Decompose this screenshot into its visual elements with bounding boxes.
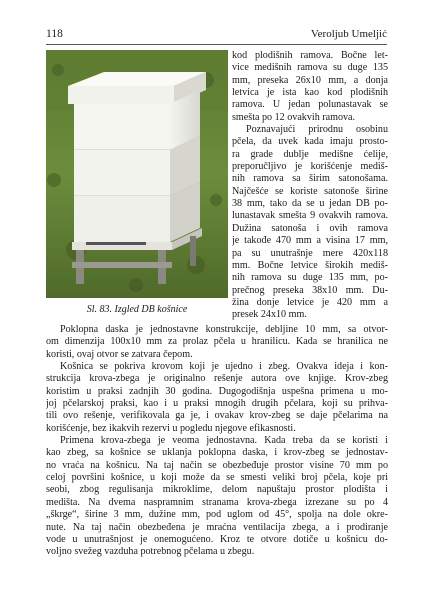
page-header: [46, 28, 387, 42]
text-line: ramova. U jedan polunastavak se: [232, 99, 388, 111]
text-line: no vraća na košnicu. Na taj način se obezbeđuje prostor visine 70 mm po: [46, 459, 388, 471]
text-line: preporučljivo je korišćenje mediš-: [232, 161, 388, 173]
text-line: Dužina satonoša i ovih ramova: [232, 222, 388, 234]
text-line: joj pčelarskoj praksi, kao i u praksi mnogih drugih pčelara, koji su prihva-: [46, 398, 388, 410]
text-line: korišćenje, bez ikakvih rezervi u pogledu njegove efikasnosti.: [46, 422, 296, 434]
text-line: lunastavak smešta 9 ovakvih ramova.: [232, 210, 388, 222]
beehive-photo: [46, 50, 228, 298]
text-line: presek 24x10 mm.: [232, 309, 307, 321]
text-line: pa su unutrašnje mere 420x118: [232, 247, 388, 259]
text-line: smešta po 12 ovakvih ramova.: [232, 111, 356, 123]
text-line: vice medišnih ramova su duge 135: [232, 62, 388, 74]
text-line: „škrge“, širine 3 mm, dužine mm, pod uglom od 45°, spolja na dole okre-: [46, 509, 388, 521]
body-text: [46, 324, 388, 559]
text-line: seobi, zbog regulisanja mikroklime, delom napuštaju prostor plodišta i: [46, 484, 388, 496]
figure-caption: Sl. 83. Izgled DB košnice: [86, 304, 188, 315]
text-line: vode u unutrašnjost je onemogućeno. Kroz te otvore dotiče u košnicu do-: [46, 533, 388, 545]
page-number: 118: [46, 28, 63, 40]
text-line: koristim u praksi zadnjih 30 godina. Dugogodišnja uspešna primena u mo-: [46, 385, 388, 397]
text-line: Poznavajući prirodnu osobinu: [246, 124, 388, 136]
text-line: medišta. Na dvema naspramnim stranama krova-zbega izrezane su po 4: [46, 496, 388, 508]
text-line: om dimenzija 100x10 mm za prolaz pčela u hranilicu. Kada se hranilica ne: [46, 336, 388, 348]
right-column-text: [232, 50, 388, 322]
text-line: je takođe 470 mm a visina 17 mm,: [232, 235, 388, 247]
text-line: kod plodišnih ramova. Bočne let-: [232, 50, 388, 61]
text-line: žina donje letvice je 420 mm a: [232, 296, 388, 308]
text-line: mm, preseka 26x10 mm, a donja: [232, 74, 388, 86]
text-line: nih ramova sa širim satonošama.: [232, 173, 388, 185]
text-line: Poklopna daska je jednostavne konstrukcije, debljine 10 mm, sa otvor-: [60, 324, 388, 335]
header-rule: [46, 44, 387, 45]
text-line: Košnica se pokriva krovom koji je ujedno i zbeg. Ovakva ideja i kon-: [60, 361, 388, 373]
text-line: tili ovo rešenje, verifikovala ga je, i ovakav krov-zbeg se daje pčelarima na: [46, 410, 388, 422]
text-line: voljno svežeg vazduha potrebnog pčelama u zbegu.: [46, 546, 255, 558]
text-line: pčela, da uvek kada imaju prosto-: [232, 136, 388, 148]
text-line: mm. Bočne letvice širokih mediš-: [232, 259, 388, 271]
text-line: nih ramova su duge 135 mm, po-: [232, 272, 388, 284]
text-line: strukcija krova-zbega je originalno rešenje autora ove knjige. Krov-zbeg: [46, 373, 388, 385]
running-head-author: Veroljub Umeljić: [310, 28, 387, 40]
text-line: kao zbeg, sa košnice se uklanja poklopna daska, i krov-zbeg se jednostav-: [46, 447, 388, 459]
text-line: ra grade dublje medišne ćelije,: [232, 148, 388, 160]
text-line: Najčešće se koriste satonoše širine: [232, 185, 388, 197]
text-line: celoj površini košnice, u koji može da se smesti veliki broj pčela, koje pri: [46, 472, 388, 484]
text-line: nute. Na taj način obezbeđena je mraćna ventilacija zbega, a i prodiranje: [46, 521, 388, 533]
text-line: letvica je ista kao kod plodišnih: [232, 87, 388, 99]
text-line: Primena krova-zbega je veoma jednostavna. Kada treba da se koristi i: [60, 435, 388, 447]
text-line: 38 mm, tako da se u jedan DB po-: [232, 198, 388, 210]
text-line: prečnog preseka 38x10 mm. Du-: [232, 284, 388, 296]
text-line: koristi, ovaj otvor se zatvara čepom.: [46, 348, 193, 360]
